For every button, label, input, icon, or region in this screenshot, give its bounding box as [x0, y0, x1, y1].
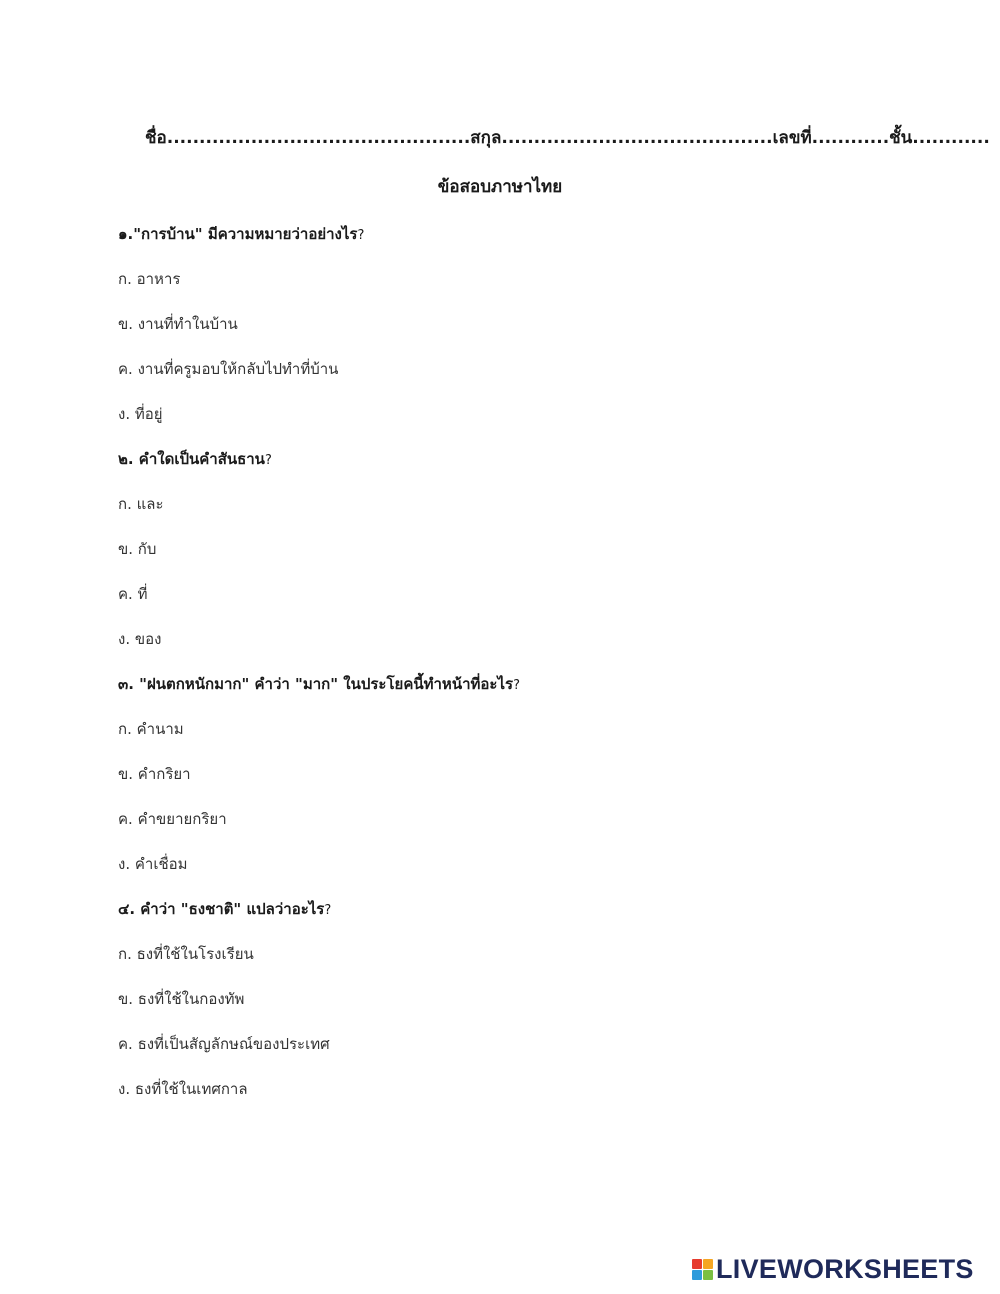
liveworksheets-mark-icon	[692, 1259, 713, 1280]
question-2-option-d: ง. ของ	[118, 630, 162, 648]
question-3	[118, 672, 520, 696]
question-mark: ?	[357, 228, 365, 243]
question-3-option-c: ค. คำขยายกริยา	[118, 810, 227, 828]
question-text: ๓. "ฝนตกหนักมาก" คำว่า "มาก" ในประโยคนี้ทำหน้าที่อะไร	[118, 675, 514, 693]
logo-text: LIVEWORKSHEETS	[716, 1254, 974, 1284]
student-info-line: ชื่อ...............................................สกุล..........................................เลขที่............ชั้น............	[145, 128, 990, 148]
question-4	[118, 897, 331, 921]
question-3-option-a: ก. คำนาม	[118, 720, 184, 738]
question-3-option-d: ง. คำเชื่อม	[118, 855, 188, 873]
question-4-option-b: ข. ธงที่ใช้ในกองทัพ	[118, 990, 245, 1008]
question-2-option-a: ก. และ	[118, 495, 164, 513]
question-mark: ?	[513, 678, 520, 693]
question-text: ๔. คำว่า "ธงชาติ" แปลว่าอะไร	[118, 900, 325, 918]
question-3-option-b: ข. คำกริยา	[118, 765, 191, 783]
question-mark: ?	[324, 903, 332, 918]
question-2	[118, 447, 272, 471]
question-2-option-c: ค. ที่	[118, 585, 148, 603]
question-text: ๑."การบ้าน" มีความหมายว่าอย่างไร	[118, 225, 358, 243]
question-2-option-b: ข. กับ	[118, 540, 157, 558]
question-4-option-d: ง. ธงที่ใช้ในเทศกาล	[118, 1080, 248, 1098]
question-mark: ?	[264, 453, 272, 468]
liveworksheets-logo	[692, 1254, 974, 1285]
question-text: ๒. คำใดเป็นคำสันธาน	[118, 450, 265, 468]
question-1-option-c: ค. งานที่ครูมอบให้กลับไปทำที่บ้าน	[118, 360, 339, 378]
question-1-option-a: ก. อาหาร	[118, 270, 181, 288]
question-1	[118, 222, 364, 246]
page-title: ข้อสอบภาษาไทย	[437, 177, 563, 197]
question-1-option-b: ข. งานที่ทำในบ้าน	[118, 315, 238, 333]
question-1-option-d: ง. ที่อยู่	[118, 405, 163, 423]
question-4-option-c: ค. ธงที่เป็นสัญลักษณ์ของประเทศ	[118, 1035, 330, 1053]
question-4-option-a: ก. ธงที่ใช้ในโรงเรียน	[118, 945, 254, 963]
